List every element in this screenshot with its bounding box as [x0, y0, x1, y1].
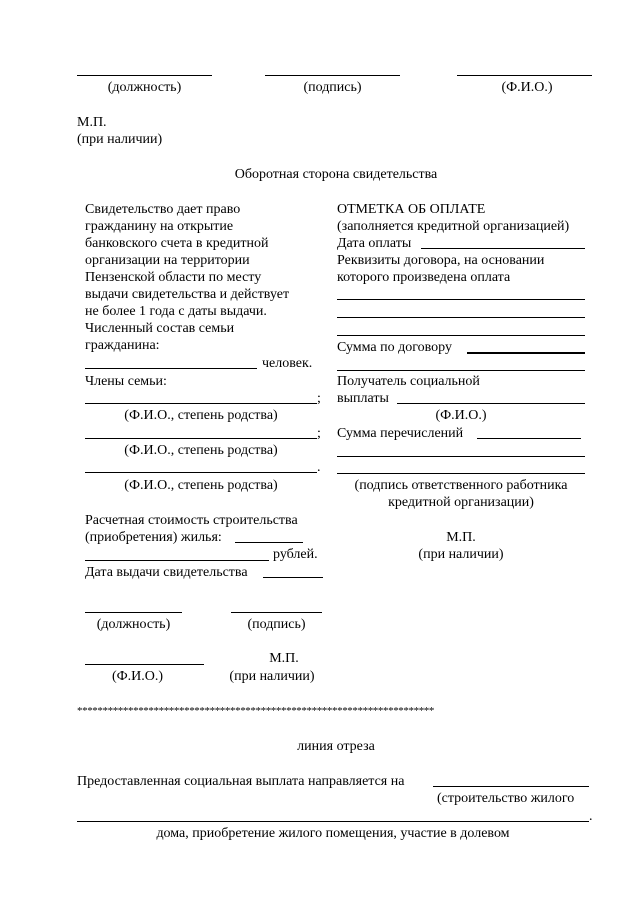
cost-field[interactable]	[85, 560, 269, 561]
recipient-label-2: выплаты	[337, 391, 389, 406]
member-2-caption: (Ф.И.О., степень родства)	[124, 443, 278, 458]
left-seal: М.П.	[269, 651, 299, 666]
cut-line-label: линия отреза	[297, 739, 375, 754]
intro-line-5: Пензенской области по месту	[85, 270, 262, 285]
left-position-caption: (должность)	[96, 617, 171, 632]
signer-caption-1: (подпись ответственного работника	[354, 478, 568, 493]
top-position-line	[77, 75, 212, 76]
member-2-semicolon: ;	[317, 426, 321, 441]
contract-field-2[interactable]	[337, 317, 585, 318]
member-1-semicolon: ;	[317, 391, 321, 406]
left-seal-note: (при наличии)	[229, 669, 315, 684]
contract-sum-field[interactable]	[467, 352, 585, 354]
contract-sum-field-2[interactable]	[337, 370, 585, 371]
signer-caption-2: кредитной организации)	[388, 495, 534, 510]
member-1-field[interactable]	[85, 403, 317, 404]
transfer-sum-field[interactable]	[477, 438, 581, 439]
transfer-sum-field-2[interactable]	[337, 456, 585, 457]
directed-caption-2: дома, приобретение жилого помещения, участие в долевом	[156, 826, 510, 841]
top-position-caption: (должность)	[107, 80, 182, 95]
intro-line-7: не более 1 года с даты выдачи.	[85, 304, 267, 319]
right-seal: М.П.	[446, 530, 476, 545]
right-seal-note: (при наличии)	[418, 547, 504, 562]
top-seal: М.П.	[77, 115, 107, 130]
top-seal-note: (при наличии)	[77, 132, 163, 147]
top-signature-caption: (подпись)	[303, 80, 362, 95]
family-size-label-1: Численный состав семьи	[85, 321, 235, 336]
recipient-label-1: Получатель социальной	[337, 374, 480, 389]
directed-text: Предоставленная социальная выплата направляется на	[77, 774, 405, 789]
pay-date-field[interactable]	[421, 248, 585, 249]
top-signature-line	[265, 75, 400, 76]
intro-line-4: организации на территории	[85, 253, 250, 268]
persons-unit: человек.	[262, 356, 313, 371]
left-position-line	[85, 612, 182, 613]
top-name-caption: (Ф.И.О.)	[501, 80, 553, 95]
reverse-title: Оборотная сторона свидетельства	[234, 167, 438, 182]
contract-sum-label: Сумма по договору	[337, 340, 452, 355]
recipient-caption: (Ф.И.О.)	[435, 408, 487, 423]
member-2-field[interactable]	[85, 438, 317, 439]
contract-field-3[interactable]	[337, 335, 585, 336]
cost-field-short[interactable]	[235, 542, 303, 543]
issue-date-label: Дата выдачи свидетельства	[85, 565, 248, 580]
directed-caption-1: (строительство жилого	[437, 791, 575, 806]
contract-label-2: которого произведена оплата	[337, 270, 511, 285]
intro-line-3: банковского счета в кредитной	[85, 236, 269, 251]
cost-label-1: Расчетная стоимость строительства	[85, 513, 298, 528]
directed-field-2[interactable]	[77, 821, 589, 822]
left-name-caption: (Ф.И.О.)	[111, 669, 164, 684]
cut-line-stars: **********************************************************************	[77, 705, 435, 717]
directed-field[interactable]	[433, 786, 589, 787]
member-3-field[interactable]	[85, 472, 317, 473]
contract-label-1: Реквизиты договора, на основании	[337, 253, 545, 268]
contract-field-1[interactable]	[337, 299, 585, 300]
family-size-field[interactable]	[85, 368, 257, 369]
pay-date-label: Дата оплаты	[337, 236, 412, 251]
left-signature-line	[231, 612, 322, 613]
intro-line-1: Свидетельство дает право	[85, 202, 241, 217]
rubles-label: рублей.	[273, 547, 318, 562]
members-label: Члены семьи:	[85, 374, 167, 389]
top-name-line	[457, 75, 592, 76]
cost-label-2: (приобретения) жилья:	[85, 530, 222, 545]
payment-note: (заполняется кредитной организацией)	[337, 219, 570, 234]
issue-date-field[interactable]	[263, 577, 323, 578]
transfer-sum-label: Сумма перечислений	[337, 426, 464, 441]
member-3-caption: (Ф.И.О., степень родства)	[124, 478, 278, 493]
member-1-caption: (Ф.И.О., степень родства)	[124, 408, 278, 423]
directed-period: .	[589, 809, 593, 824]
intro-line-6: выдачи свидетельства и действует	[85, 287, 290, 302]
signer-line	[337, 473, 585, 474]
recipient-field[interactable]	[397, 403, 585, 404]
member-3-period: .	[317, 460, 321, 475]
family-size-label-2: гражданина:	[85, 338, 160, 353]
left-name-line	[85, 664, 204, 665]
intro-line-2: гражданину на открытие	[85, 219, 234, 234]
payment-title: ОТМЕТКА ОБ ОПЛАТЕ	[337, 202, 486, 217]
left-signature-caption: (подпись)	[247, 617, 306, 632]
